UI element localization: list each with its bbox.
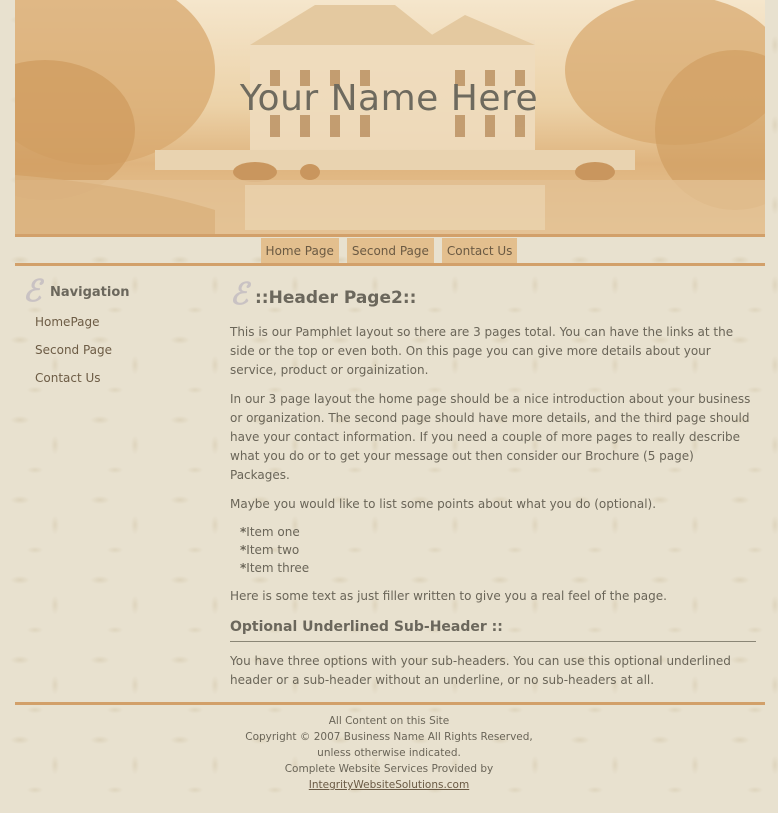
footer: [0, 713, 778, 793]
list-item: *Item two: [240, 543, 300, 557]
sidebar-heading: [23, 274, 215, 309]
footer-provider-link[interactable]: IntegrityWebsiteSolutions.com: [308, 779, 470, 791]
list-item: *Item three: [240, 561, 310, 575]
footer-line: Complete Website Services Provided by: [284, 763, 494, 775]
sidebar-link-homepage[interactable]: HomePage: [35, 315, 100, 329]
sidebar-link-contact-us[interactable]: Contact Us: [35, 371, 101, 385]
bullet-star-icon: *: [240, 525, 247, 539]
sidebar: [23, 274, 215, 387]
sidebar-heading-text: Navigation: [50, 285, 130, 300]
footer-line: All Content on this Site: [328, 715, 450, 727]
list-item: *Item one: [240, 525, 300, 539]
bullet-star-icon: *: [240, 543, 247, 557]
page-heading-text: ::Header Page2::: [255, 288, 417, 308]
footer-copyright: Copyright © 2007 Business Name All Rights Reserved,: [245, 731, 533, 743]
paragraph-intro: This is our Pamphlet layout so there are 3 pages total. You can have the links at the side or the top or even both. On this page you can give more details about your service, product or orgainization.: [230, 325, 734, 377]
sub-header: Optional Underlined Sub-Header ::: [230, 618, 756, 642]
footer-line: unless otherwise indicated.: [317, 747, 461, 759]
topnav-second-page[interactable]: Second Page: [347, 238, 434, 264]
topnav-home[interactable]: Home Page: [261, 238, 339, 264]
header-banner: [15, 0, 765, 234]
footer-divider: [15, 702, 765, 705]
item-list: [240, 523, 756, 577]
paragraph-subheader-options: You have three options with your sub-headers. You can use this optional underlined header or a sub-header without an underline, or no sub-headers at all.: [230, 654, 731, 687]
paragraph-filler: Here is some text as just filler written to give you a real feel of the page.: [230, 589, 667, 603]
topnav-contact-us[interactable]: Contact Us: [442, 238, 518, 264]
paragraph-layout: In our 3 page layout the home page should be a nice introduction about your business or organization. The second page should have more details, and the third page should have your contact information. If you need a couple of more pages to really describe what you do or to get your message out then consider our Brochure (5 page) Packages.: [230, 392, 751, 482]
header-divider: [15, 234, 765, 237]
bullet-star-icon: *: [240, 561, 247, 575]
nav-divider: [15, 263, 765, 266]
swash-ornament-icon: ℰ: [230, 277, 249, 312]
main-content: [230, 277, 756, 690]
page-heading: [230, 277, 756, 312]
swash-ornament-icon: ℰ: [23, 274, 42, 309]
paragraph-points: Maybe you would like to list some points about what you do (optional).: [230, 497, 657, 511]
top-navigation: [0, 238, 778, 264]
sidebar-link-second-page[interactable]: Second Page: [35, 343, 113, 357]
site-title: Your Name Here: [239, 78, 539, 119]
